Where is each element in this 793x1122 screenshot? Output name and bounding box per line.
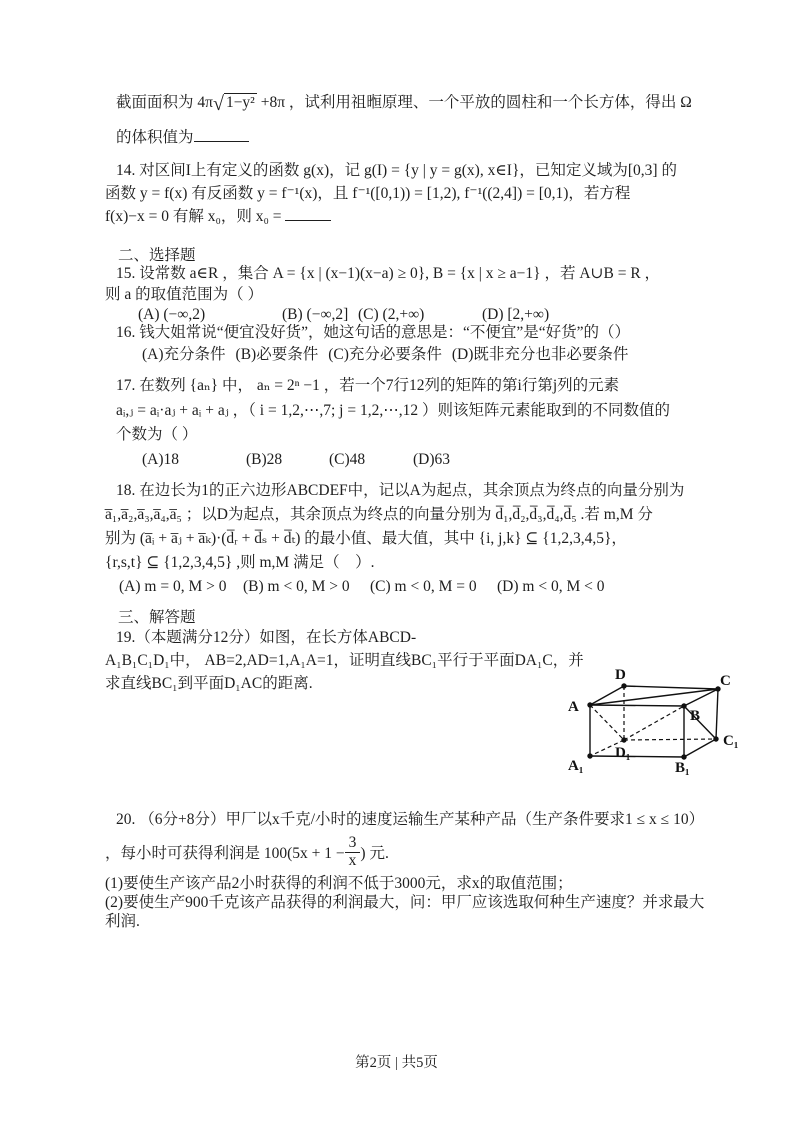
answer-blank <box>194 126 249 142</box>
text-line <box>105 86 710 121</box>
text-line: {r,s,t} ⊆ {1,2,3,4,5} ,则 m,M 满足（ ）. <box>105 554 375 571</box>
options-row <box>105 344 710 366</box>
text-line: 19.（本题满分12分）如图，在长方体ABCD- <box>116 629 417 646</box>
text-line: aᵢ,ⱼ = aᵢ·aⱼ + aᵢ + aⱼ ，（ i = 1,2,⋯,7; j = 1,2,⋯,12 ）则该矩阵元素能取到的不同数值的 <box>116 401 670 419</box>
option-b: (B) (−∞,2] <box>282 306 349 323</box>
vertex-label-c: C <box>720 673 731 689</box>
question-14 <box>105 159 710 228</box>
text-line: (1)要使生产该产品2小时获得的利润不低于3000元，求x的取值范围； <box>105 875 573 892</box>
q13-line1-pre: 截面面积为 4π <box>116 94 213 111</box>
question-20 <box>105 810 710 931</box>
text-line <box>105 121 710 155</box>
q14-line3: f(x)−x = 0 有解 x₀，则 x₀ = <box>105 208 286 225</box>
section-title: 二、选择题 <box>118 247 196 264</box>
text-line: 14. 对区间I上有定义的函数 g(x)，记 g(I) = {y | y = g(x), x∈I}，已知定义域为[0,3] 的 <box>116 162 677 179</box>
vertex-label-a1: A₁ <box>568 758 584 774</box>
fraction-denominator: x <box>348 851 357 869</box>
vertex-label-d: D <box>615 667 626 683</box>
vertex-label-a: A <box>568 699 579 715</box>
text-line: 函数 y = f(x) 有反函数 y = f⁻¹(x)，且 f⁻¹([0,1)) = [1,2), f⁻¹((2,4]) = [0,1)，若方程 <box>105 185 631 202</box>
text-line: 个数为（ ） <box>116 426 198 443</box>
options-row <box>105 448 710 473</box>
option-c: (C)充分必要条件 <box>328 345 442 363</box>
vertex-label-b1: B₁ <box>675 760 690 776</box>
option-b: (B)28 <box>246 450 283 468</box>
vertex-label-d1: D₁ <box>615 745 631 761</box>
option-b: (B) m < 0, M > 0 <box>243 578 350 595</box>
text-line <box>105 205 710 228</box>
option-a: (A)18 <box>142 450 180 468</box>
option-a: (A) m = 0, M > 0 <box>119 578 227 595</box>
option-c: (C)48 <box>329 450 366 468</box>
text-line: 求直线BC₁到平面D₁AC的距离. <box>105 675 313 692</box>
page-number: 第2页 | 共5页 <box>355 1055 438 1071</box>
section-choice-header <box>105 246 723 266</box>
formula-pre: ，每小时可获得利润是 100(5x + 1 − <box>105 845 345 862</box>
question-16 <box>105 322 710 365</box>
text-line: 别为 (a̅ᵢ + a̅ⱼ + a̅ₖ)·(d̅ᵣ + d̅ₛ + d̅ₜ) 的最小值、最大值，其中 {i, j,k} ⊆ {1,2,3,4,5}， <box>105 530 627 547</box>
section-title: 三、解答题 <box>118 609 196 626</box>
text-line: 16. 钱大姐常说“便宜没好货”，她这句话的意思是：“不便宜”是“好货”的（） <box>116 324 631 341</box>
section-answer-header <box>105 608 723 628</box>
question-18 <box>105 479 710 599</box>
text-line: 20. （6分+8分）甲厂以x千克/小时的速度运输生产某种产品（生产条件要求1 ≤ x ≤ 10） <box>116 811 705 828</box>
text-line: 15. 设常数 a∈R ，集合 A = {x | (x−1)(x−a) ≥ 0}, B = {x | x ≥ a−1} ，若 A∪B = R ， <box>116 265 661 282</box>
option-d: (D) m < 0, M < 0 <box>497 578 605 595</box>
fraction <box>345 835 361 869</box>
fraction-numerator: 3 <box>345 835 361 853</box>
question-15 <box>105 264 710 326</box>
cuboid-diagram <box>562 660 747 785</box>
q13-line1-post: +8π ，试利用祖暅原理、一个平放的圆柱和一个长方体，得出 Ω <box>256 94 692 111</box>
page-footer <box>0 1053 793 1073</box>
question-17 <box>105 374 710 472</box>
option-d: (D) [2,+∞) <box>482 306 550 323</box>
sqrt-content: 1−y² <box>225 94 255 111</box>
option-a: (A)充分条件 <box>142 345 226 363</box>
options-row <box>105 575 710 599</box>
answer-blank <box>285 205 331 221</box>
text-line: A₁B₁C₁D₁中， AB=2,AD=1,A₁A=1，证明直线BC₁平行于平面DA₁C，并 <box>105 652 584 669</box>
formula-post: ) 元. <box>360 845 389 862</box>
option-d: (D)63 <box>413 450 451 468</box>
sqrt-symbol: √ <box>212 93 224 115</box>
text-line: 18. 在边长为1的正六边形ABCDEF中，记以A为起点，其余顶点为终点的向量分别为 <box>116 482 685 499</box>
text-line: 17. 在数列 {aₙ} 中， aₙ = 2ⁿ −1 ，若一个7行12列的矩阵的第i行第j列的元素 <box>116 377 620 394</box>
vertex-label-b: B <box>690 708 701 724</box>
option-a: (A) (−∞,2) <box>138 306 206 323</box>
option-d: (D)既非充分也非必要条件 <box>451 345 629 363</box>
profit-formula <box>105 830 710 874</box>
text-line: (2)要使生产900千克该产品获得的利润最大，问：甲厂应该选取何种生产速度？并求最大 <box>105 894 705 911</box>
q13-line2: 的体积值为 <box>116 129 194 146</box>
question-13-continuation <box>105 86 710 155</box>
option-c: (C) (2,+∞) <box>358 306 425 323</box>
option-b: (B)必要条件 <box>235 345 319 363</box>
text-line: a̅₁,a̅₂,a̅₃,a̅₄,a̅₅ ；以D为起点，其余顶点为终点的向量分别为 d̅₁,d̅₂,d̅₃,d̅₄,d̅₅ .若 m,M 分 <box>105 506 653 523</box>
option-c: (C) m < 0, M = 0 <box>370 578 477 595</box>
cuboid-figure <box>562 660 747 790</box>
text-line: 利润. <box>105 913 140 930</box>
text-line: 则 a 的取值范围为（ ） <box>105 285 264 303</box>
vertex-label-c1: C₁ <box>723 733 739 749</box>
